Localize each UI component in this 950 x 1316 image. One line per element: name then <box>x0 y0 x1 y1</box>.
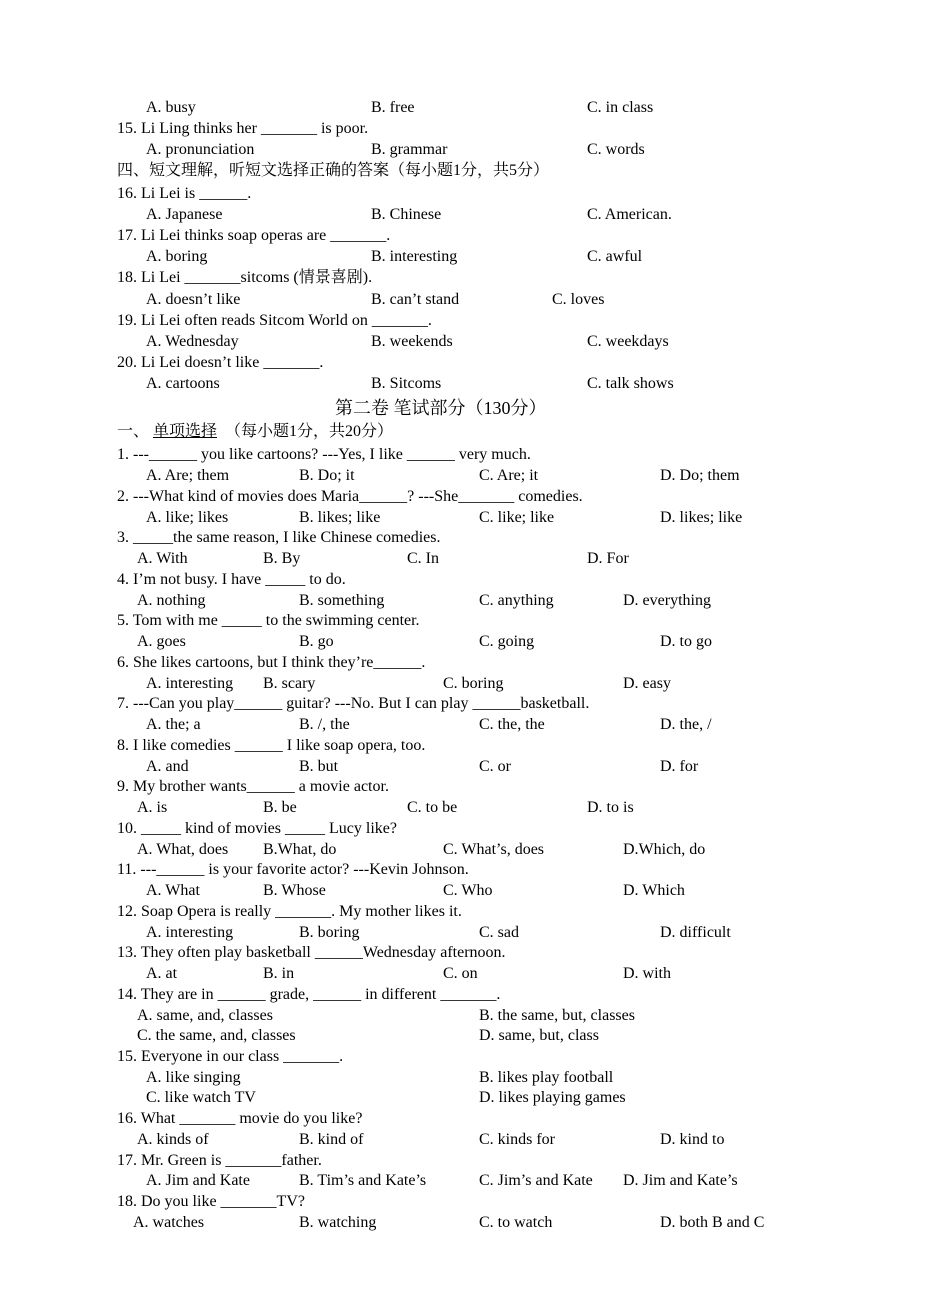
option-text: B. but <box>299 758 339 775</box>
question-line: 14. They are in ______ grade, ______ in different _______. <box>117 986 501 1003</box>
option-text: D. Do; them <box>660 467 740 484</box>
option-text: C. going <box>479 633 535 650</box>
option-text: D. Jim and Kate’s <box>623 1172 738 1189</box>
option-text: D. both B and C <box>660 1214 765 1231</box>
question-line: A. What <box>146 882 200 899</box>
section-title: 第二卷 笔试部分（130分） <box>335 398 547 418</box>
question-line: 17. Mr. Green is _______father. <box>117 1152 322 1169</box>
question-line: A. same, and, classes <box>137 1007 273 1024</box>
question-line: C. like watch TV <box>146 1089 256 1106</box>
question-line: 13. They often play basketball ______Wednesday afternoon. <box>117 944 506 961</box>
question-line: 8. I like comedies ______ I like soap opera, too. <box>117 737 426 754</box>
option-text: C. weekdays <box>587 333 669 350</box>
question-line: 17. Li Lei thinks soap operas are _______. <box>117 227 391 244</box>
question-line: 一、 <box>117 423 150 440</box>
question-line: 18. Li Lei _______sitcoms (情景喜剧). <box>117 269 373 286</box>
option-text: B. Tim’s and Kate’s <box>299 1172 427 1189</box>
question-line: A. goes <box>137 633 186 650</box>
question-line: 5. Tom with me _____ to the swimming center. <box>117 612 420 629</box>
question-line: 12. Soap Opera is really _______. My mother likes it. <box>117 903 462 920</box>
question-line: 11. ---______ is your favorite actor? ---Kevin Johnson. <box>117 861 469 878</box>
option-text: D. with <box>623 965 671 982</box>
option-text: D. kind to <box>660 1131 725 1148</box>
option-text: C. American. <box>587 206 672 223</box>
question-line: A. like singing <box>146 1069 241 1086</box>
option-text: C. the, the <box>479 716 545 733</box>
option-text: B. Sitcoms <box>371 375 442 392</box>
option-text: D. to is <box>587 799 634 816</box>
question-line: A. and <box>146 758 189 775</box>
question-line: 3. _____the same reason, I like Chinese comedies. <box>117 529 441 546</box>
option-text: B. By <box>263 550 301 567</box>
question-line: 9. My brother wants______ a movie actor. <box>117 778 389 795</box>
question-line: 15. Li Ling thinks her _______ is poor. <box>117 120 369 137</box>
option-text: B. can’t stand <box>371 291 460 308</box>
option-text: C. What’s, does <box>443 841 545 858</box>
question-line: A. doesn’t like <box>146 291 241 308</box>
option-text: C. words <box>587 141 645 158</box>
option-text: C. Jim’s and Kate <box>479 1172 593 1189</box>
question-line: A. busy <box>146 99 196 116</box>
option-text: B. scary <box>263 675 316 692</box>
option-text: B. likes play football <box>479 1069 614 1086</box>
question-line: A. pronunciation <box>146 141 255 158</box>
option-text: C. awful <box>587 248 643 265</box>
option-text: C. Are; it <box>479 467 539 484</box>
option-text: 单项选择 <box>153 423 218 440</box>
option-text: D. for <box>660 758 699 775</box>
option-text: D. to go <box>660 633 712 650</box>
question-line: A. is <box>137 799 168 816</box>
option-text: C. Who <box>443 882 493 899</box>
question-line: 19. Li Lei often reads Sitcom World on _______. <box>117 312 432 329</box>
option-text: D. easy <box>623 675 671 692</box>
option-text: B.What, do <box>263 841 337 858</box>
option-text: D. difficult <box>660 924 731 941</box>
question-line: A. like; likes <box>146 509 229 526</box>
question-line: 16. Li Lei is ______. <box>117 185 252 202</box>
question-line: A. boring <box>146 248 208 265</box>
question-line: 20. Li Lei doesn’t like _______. <box>117 354 324 371</box>
option-text: C. anything <box>479 592 554 609</box>
question-line: A. interesting <box>146 924 234 941</box>
option-text: D. Which <box>623 882 685 899</box>
option-text: （每小题1分，共20分） <box>225 423 394 440</box>
question-line: A. nothing <box>137 592 206 609</box>
question-line: 7. ---Can you play______ guitar? ---No. But I can play ______basketball. <box>117 695 590 712</box>
option-text: B. be <box>263 799 297 816</box>
option-text: D.Which, do <box>623 841 706 858</box>
option-text: C. or <box>479 758 511 775</box>
question-line: C. the same, and, classes <box>137 1027 296 1044</box>
question-line: A. Japanese <box>146 206 223 223</box>
option-text: D. the, / <box>660 716 712 733</box>
question-line: A. Are; them <box>146 467 230 484</box>
option-text: B. grammar <box>371 141 448 158</box>
option-text: B. go <box>299 633 334 650</box>
option-text: B. Chinese <box>371 206 442 223</box>
question-line: 15. Everyone in our class _______. <box>117 1048 344 1065</box>
question-line: 16. What _______ movie do you like? <box>117 1110 363 1127</box>
option-text: D. everything <box>623 592 711 609</box>
option-text: C. boring <box>443 675 504 692</box>
question-line: A. at <box>146 965 178 982</box>
option-text: D. For <box>587 550 629 567</box>
question-line: A. Jim and Kate <box>146 1172 250 1189</box>
option-text: C. on <box>443 965 478 982</box>
option-text: B. in <box>263 965 295 982</box>
option-text: C. to be <box>407 799 458 816</box>
option-text: B. the same, but, classes <box>479 1007 635 1024</box>
option-text: B. Whose <box>263 882 326 899</box>
question-line: A. cartoons <box>146 375 220 392</box>
option-text: B. interesting <box>371 248 458 265</box>
question-line: 18. Do you like _______TV? <box>117 1193 305 1210</box>
question-line: A. kinds of <box>137 1131 209 1148</box>
question-line: 4. I’m not busy. I have _____ to do. <box>117 571 346 588</box>
option-text: C. kinds for <box>479 1131 555 1148</box>
question-line: A. What, does <box>137 841 229 858</box>
option-text: C. like; like <box>479 509 555 526</box>
option-text: B. weekends <box>371 333 453 350</box>
question-line: A. the; a <box>146 716 201 733</box>
option-text: B. boring <box>299 924 360 941</box>
option-text: C. In <box>407 550 439 567</box>
option-text: B. Do; it <box>299 467 355 484</box>
option-text: B. free <box>371 99 415 116</box>
option-text: B. something <box>299 592 385 609</box>
option-text: C. in class <box>587 99 654 116</box>
option-text: C. talk shows <box>587 375 674 392</box>
option-text: C. to watch <box>479 1214 553 1231</box>
question-line: A. interesting <box>146 675 234 692</box>
question-line: A. Wednesday <box>146 333 239 350</box>
option-text: C. sad <box>479 924 519 941</box>
option-text: D. likes; like <box>660 509 743 526</box>
option-text: C. loves <box>552 291 605 308</box>
question-line: 10. _____ kind of movies _____ Lucy like? <box>117 820 397 837</box>
question-line: A. With <box>137 550 188 567</box>
option-text: B. watching <box>299 1214 377 1231</box>
question-line: A. watches <box>133 1214 205 1231</box>
question-line: 四、短文理解，听短文选择正确的答案（每小题1分，共5分） <box>117 162 550 179</box>
option-text: D. likes playing games <box>479 1089 626 1106</box>
option-text: B. kind of <box>299 1131 364 1148</box>
question-line: 1. ---______ you like cartoons? ---Yes, I like ______ very much. <box>117 446 531 463</box>
question-line: 6. She likes cartoons, but I think they’re______. <box>117 654 426 671</box>
option-text: D. same, but, class <box>479 1027 599 1044</box>
option-text: B. /, the <box>299 716 350 733</box>
question-line: 2. ---What kind of movies does Maria______? ---She_______ comedies. <box>117 488 583 505</box>
option-text: B. likes; like <box>299 509 381 526</box>
